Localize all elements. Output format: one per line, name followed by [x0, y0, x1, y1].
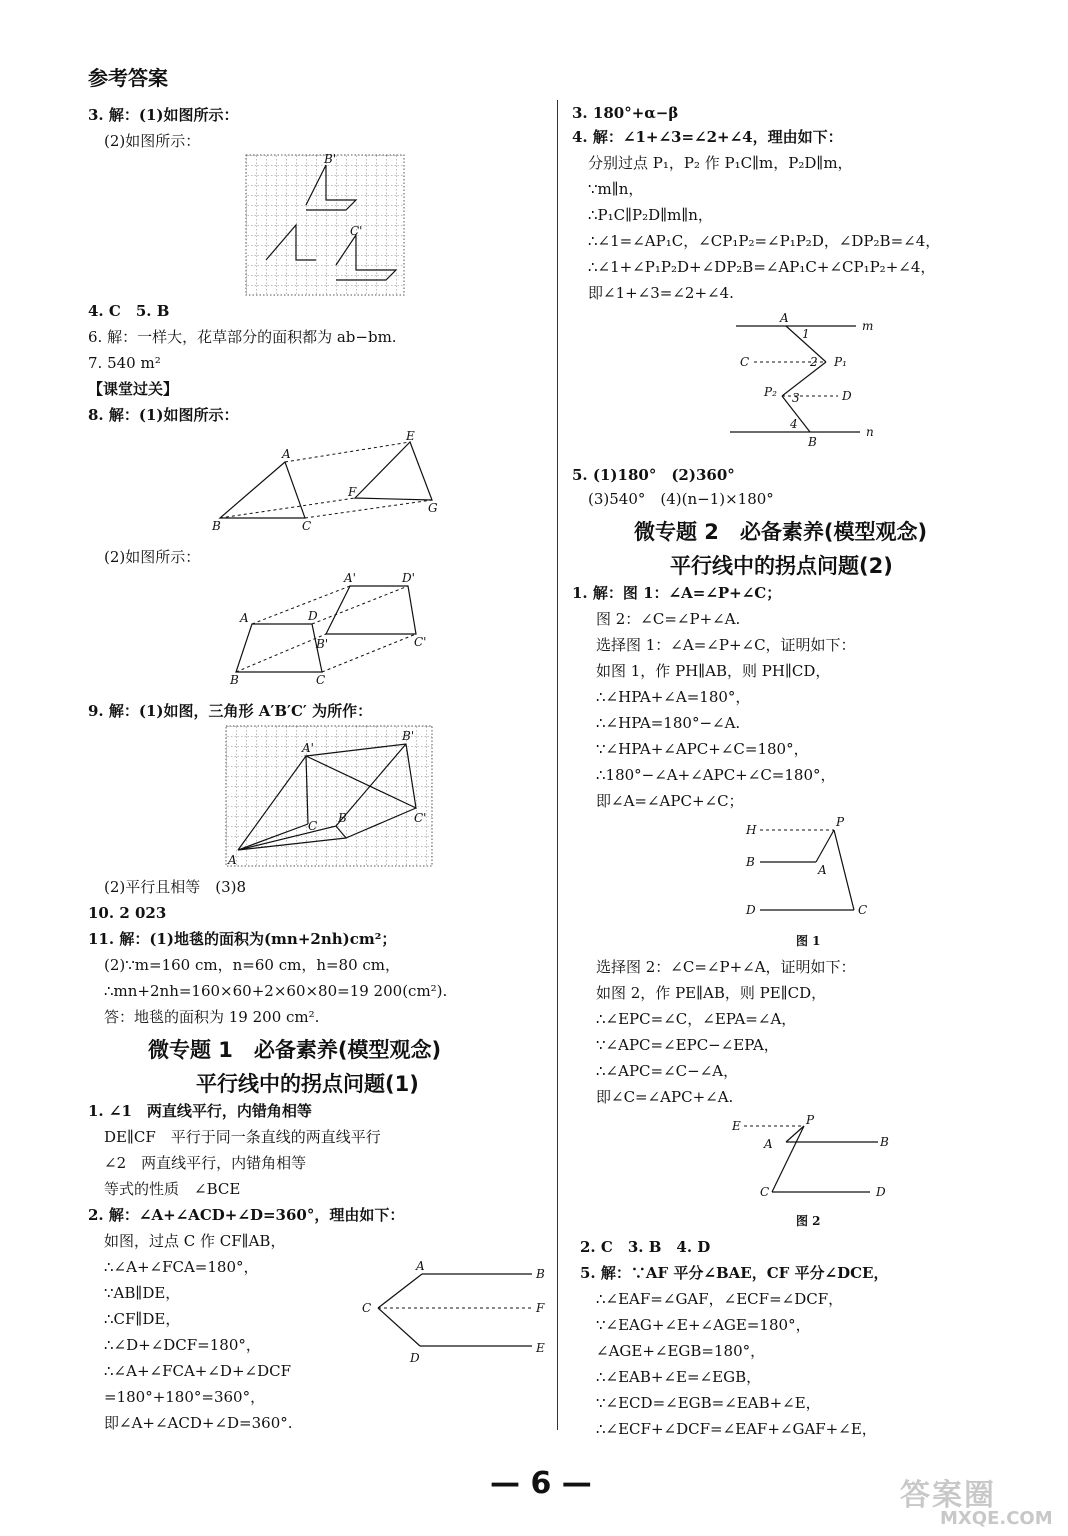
right-line-23: ∴∠APC=∠C−∠A， [596, 1062, 739, 1080]
left-line-2: 4. C 5. B [88, 302, 170, 320]
left-line-9: (2)平行且相等 (3)8 [104, 878, 247, 896]
q8b-label: A' [344, 571, 356, 585]
f2-label: P [806, 1113, 815, 1127]
f2-label: C [760, 1185, 770, 1199]
right-line-21: ∴∠EPC=∠C，∠EPA=∠A， [596, 1010, 797, 1028]
left-line-7: (2)如图所示： [104, 548, 201, 566]
left-line-23: ∴CF∥DE， [104, 1310, 181, 1328]
right-line-24: 即∠C=∠APC+∠A. [596, 1088, 734, 1106]
q9-label: B [338, 811, 347, 825]
right-line-8: 5. (1)180° (2)360° [572, 466, 735, 484]
q3-label: B' [324, 152, 337, 166]
right-line-11: 图 2：∠C=∠P+∠A. [596, 610, 741, 628]
f1-label: H [746, 823, 757, 837]
right-line-13: 如图 1，作 PH∥AB，则 PH∥CD， [596, 662, 831, 680]
m1-label: A [416, 1259, 425, 1273]
right-line-9: (3)540° (4)(n−1)×180° [588, 490, 774, 508]
left-line-17: ∠2 两直线平行，内错角相等 [104, 1154, 307, 1172]
right-line-25: 2. C 3. B 4. D [580, 1238, 711, 1256]
left-line-12: (2)∵m=160 cm，n=60 cm，h=80 cm， [104, 956, 401, 974]
q8a-label: F [348, 485, 357, 499]
column-divider [557, 100, 558, 1430]
q8b-label: C' [414, 635, 427, 649]
right-line-14: ∴∠HPA+∠A=180°， [596, 688, 751, 706]
left-line-11: 11. 解：(1)地毯的面积为(mn+2nh)cm²； [88, 930, 397, 948]
q8a-label: B [212, 519, 221, 533]
figure-2-caption: 图 2 [796, 1214, 821, 1228]
f2-label: D [876, 1185, 886, 1199]
right-line-1: 4. 解：∠1+∠3=∠2+∠4，理由如下： [572, 128, 843, 146]
f2-label: E [732, 1119, 741, 1133]
right-line-6: ∴∠1+∠P₁P₂D+∠DP₂B=∠AP₁C+∠CP₁P₂+∠4， [588, 258, 936, 276]
left-line-20: 如图，过点 C 作 CF∥AB， [104, 1232, 286, 1250]
right-line-22: ∵∠APC=∠EPC−∠EPA， [596, 1036, 779, 1054]
right-line-31: ∵∠ECD=∠EGB=∠EAB+∠E， [596, 1394, 821, 1412]
f1-label: A [818, 863, 827, 877]
m1-label: B [536, 1267, 545, 1281]
figure-m1-q2 [360, 1259, 550, 1366]
r4-label: P₁ [834, 355, 847, 369]
m1-label: C [362, 1301, 372, 1315]
q9-label: A [228, 853, 237, 867]
grid-figure-q3 [246, 152, 404, 295]
section-title-2b: 平行线中的拐点问题(2) [670, 554, 893, 578]
r4-label: D [842, 389, 852, 403]
q9-label: C [308, 819, 318, 833]
q3-label: C' [350, 224, 363, 238]
figure-1-caption: 图 1 [796, 934, 821, 948]
left-line-6: 8. 解：(1)如图所示： [88, 406, 239, 424]
figure-q8a [210, 430, 450, 535]
left-line-13: ∴mn+2nh=160×60+2×60×80=19 200(cm²). [104, 982, 448, 1000]
left-line-4: 7. 540 m² [88, 354, 161, 372]
q8b-label: A [240, 611, 249, 625]
r4-label: 1 [802, 327, 810, 341]
left-line-3: 6. 解：一样大，花草部分的面积都为 ab−bm. [88, 328, 397, 346]
left-line-27: 即∠A+∠ACD+∠D=360°. [104, 1414, 293, 1432]
right-line-30: ∴∠EAB+∠E=∠EGB， [596, 1368, 762, 1386]
watermark-logo: 答案圈 [900, 1478, 996, 1513]
q9-label: A' [302, 741, 314, 755]
q8b-label: B' [316, 637, 329, 651]
right-line-29: ∠AGE+∠EGB=180°， [596, 1342, 766, 1360]
left-line-0: 3. 解：(1)如图所示： [88, 106, 239, 124]
left-line-18: 等式的性质 ∠BCE [104, 1180, 241, 1198]
left-line-14: 答：地毯的面积为 19 200 cm². [104, 1008, 320, 1026]
right-line-3: ∵m∥n， [588, 180, 644, 198]
m1-label: F [536, 1301, 545, 1315]
q8a-label: G [428, 501, 438, 515]
left-line-26: =180°+180°=360°， [104, 1388, 266, 1406]
left-line-5: 【课堂过关】 [88, 380, 179, 398]
f2-label: A [764, 1137, 773, 1151]
q8b-label: B [230, 673, 239, 687]
left-line-15: 1. ∠1 两直线平行，内错角相等 [88, 1102, 312, 1120]
q8a-label: E [406, 429, 415, 443]
figure-2 [730, 1112, 900, 1204]
f1-label: B [746, 855, 755, 869]
q8b-label: C [316, 673, 326, 687]
r4-label: P₂ [764, 385, 777, 399]
left-line-10: 10. 2 023 [88, 904, 167, 922]
right-line-0: 3. 180°+α−β [572, 104, 679, 122]
right-line-18: 即∠A=∠APC+∠C； [596, 792, 744, 810]
left-line-19: 2. 解：∠A+∠ACD+∠D=360°，理由如下： [88, 1206, 405, 1224]
left-line-1: (2)如图所示： [104, 132, 201, 150]
q8b-label: D' [402, 571, 415, 585]
section-title-1b: 平行线中的拐点问题(1) [196, 1072, 419, 1096]
f1-label: C [858, 903, 868, 917]
r4-label: 3 [792, 391, 800, 405]
q8b-label: D [308, 609, 318, 623]
m1-label: D [410, 1351, 420, 1365]
m1-label: E [536, 1341, 545, 1355]
right-line-26: 5. 解：∵AF 平分∠BAE，CF 平分∠DCE， [580, 1264, 889, 1282]
left-line-16: DE∥CF 平行于同一条直线的两直线平行 [104, 1128, 381, 1146]
right-line-2: 分别过点 P₁，P₂ 作 P₁C∥m，P₂D∥m， [588, 154, 853, 172]
f2-label: B [880, 1135, 889, 1149]
figure-r4 [726, 311, 886, 449]
figure-1 [740, 816, 880, 926]
q9-label: C' [414, 811, 427, 825]
left-line-24: ∴∠D+∠DCF=180°， [104, 1336, 261, 1354]
q8a-label: A [282, 447, 291, 461]
right-line-10: 1. 解：图 1：∠A=∠P+∠C； [572, 584, 782, 602]
right-line-15: ∴∠HPA=180°−∠A. [596, 714, 741, 732]
right-line-17: ∴180°−∠A+∠APC+∠C=180°， [596, 766, 836, 784]
r4-label: C [740, 355, 750, 369]
left-line-25: ∴∠A+∠FCA+∠D+∠DCF [104, 1362, 292, 1380]
q9-label: B' [402, 729, 415, 743]
f1-label: D [746, 903, 756, 917]
right-line-20: 如图 2，作 PE∥AB，则 PE∥CD， [596, 984, 827, 1002]
right-line-12: 选择图 1：∠A=∠P+∠C，证明如下： [596, 636, 856, 654]
r4-label: 4 [790, 417, 798, 431]
r4-label: 2 [810, 355, 818, 369]
watermark-url: MXQE.COM [940, 1508, 1053, 1529]
r4-label: m [862, 319, 874, 333]
f1-label: P [836, 815, 845, 829]
page-header: 参考答案 [88, 66, 168, 90]
r4-label: A [780, 311, 789, 325]
left-line-8: 9. 解：(1)如图，三角形 A′B′C′ 为所作： [88, 702, 373, 720]
q8a-label: C [302, 519, 312, 533]
right-line-32: ∴∠ECF+∠DCF=∠EAF+∠GAF+∠E， [596, 1420, 877, 1438]
right-line-19: 选择图 2：∠C=∠P+∠A，证明如下： [596, 958, 856, 976]
right-line-5: ∴∠1=∠AP₁C，∠CP₁P₂=∠P₁P₂D，∠DP₂B=∠4， [588, 232, 941, 250]
figure-q8b [230, 568, 440, 688]
right-line-16: ∵∠HPA+∠APC+∠C=180°， [596, 740, 809, 758]
page-number: — 6 — [490, 1466, 592, 1501]
r4-label: n [866, 425, 874, 439]
right-line-28: ∵∠EAG+∠E+∠AGE=180°， [596, 1316, 811, 1334]
section-title-1a: 微专题 1 必备素养(模型观念) [148, 1038, 442, 1062]
left-line-21: ∴∠A+∠FCA=180°， [104, 1258, 259, 1276]
section-title-2a: 微专题 2 必备素养(模型观念) [634, 520, 928, 544]
grid-figure-q9 [226, 726, 432, 866]
right-line-27: ∴∠EAF=∠GAF，∠ECF=∠DCF， [596, 1290, 844, 1308]
right-line-7: 即∠1+∠3=∠2+∠4. [588, 284, 734, 302]
r4-label: B [808, 435, 817, 449]
right-line-4: ∴P₁C∥P₂D∥m∥n， [588, 206, 713, 224]
left-line-22: ∵AB∥DE， [104, 1284, 181, 1302]
